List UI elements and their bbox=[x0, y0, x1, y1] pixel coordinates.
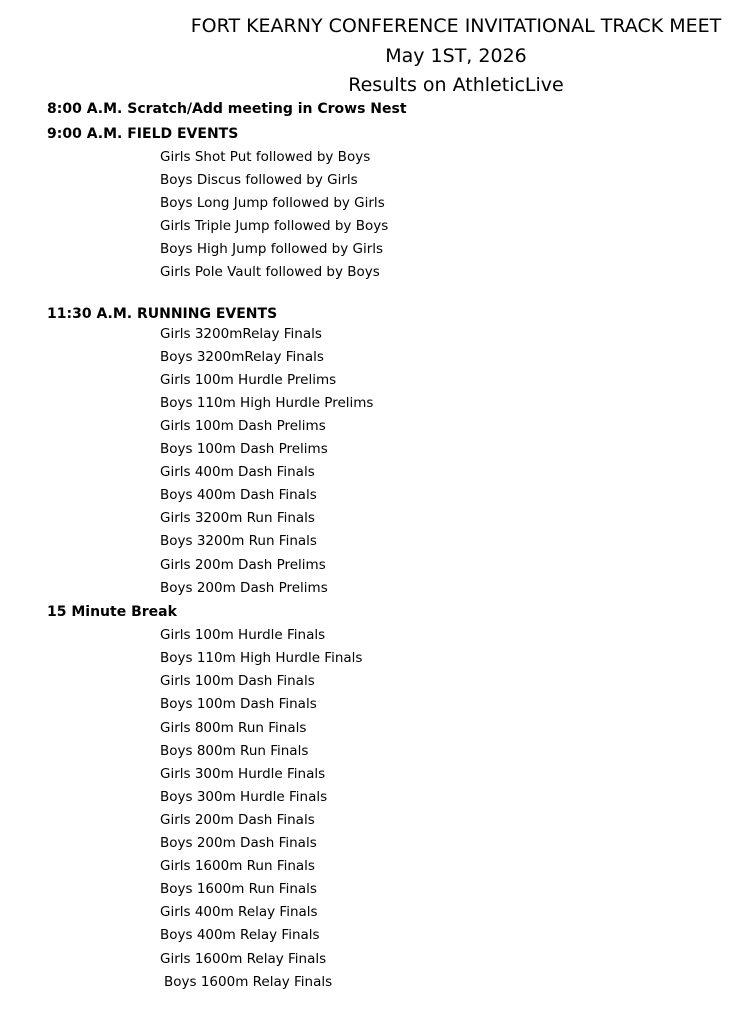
running-events-heading: 11:30 A.M. RUNNING EVENTS bbox=[47, 305, 278, 322]
list-item: Boys 3200m Run Finals bbox=[160, 533, 317, 550]
list-item: Boys 100m Dash Finals bbox=[160, 696, 317, 713]
scratch-meeting-heading: 8:00 A.M. Scratch/Add meeting in Crows Nest bbox=[47, 101, 407, 117]
list-item: Girls 300m Hurdle Finals bbox=[160, 765, 326, 782]
list-item: Girls 1600m Run Finals bbox=[160, 858, 315, 875]
field-events-list bbox=[47, 146, 727, 285]
list-item: Boys High Jump followed by Girls bbox=[160, 241, 384, 258]
list-item: Boys 1600m Relay Finals bbox=[164, 973, 333, 990]
field-events-heading: 9:00 A.M. FIELD EVENTS bbox=[47, 125, 239, 142]
list-item: Girls 100m Hurdle Prelims bbox=[160, 371, 337, 388]
list-item: Boys 3200mRelay Finals bbox=[160, 348, 324, 365]
break-heading: 15 Minute Break bbox=[47, 603, 177, 620]
list-item: Girls 400m Dash Finals bbox=[160, 464, 315, 481]
list-item: Boys 110m High Hurdle Finals bbox=[160, 650, 363, 667]
meet-schedule bbox=[47, 97, 727, 994]
list-item: Girls 800m Run Finals bbox=[160, 719, 307, 736]
list-item: Girls 200m Dash Prelims bbox=[160, 556, 326, 573]
list-item: Boys 200m Dash Finals bbox=[160, 835, 317, 852]
final-events-list bbox=[47, 624, 727, 994]
document-header bbox=[170, 12, 742, 101]
list-item: Boys 400m Dash Finals bbox=[160, 487, 317, 504]
list-item: Girls 3200mRelay Finals bbox=[160, 325, 322, 342]
list-item: Girls 1600m Relay Finals bbox=[160, 950, 327, 967]
results-note: Results on AthleticLive bbox=[348, 74, 564, 96]
list-item: Boys 200m Dash Prelims bbox=[160, 579, 328, 596]
list-item: Girls 200m Dash Finals bbox=[160, 811, 315, 828]
list-item: Girls 400m Relay Finals bbox=[160, 904, 318, 921]
list-item: Boys 400m Relay Finals bbox=[160, 927, 320, 944]
list-item: Boys Long Jump followed by Girls bbox=[160, 195, 385, 212]
list-item: Boys 110m High Hurdle Prelims bbox=[160, 394, 374, 411]
section-spacer bbox=[47, 285, 727, 305]
list-item: Girls Pole Vault followed by Boys bbox=[160, 264, 380, 281]
list-item: Boys 1600m Run Finals bbox=[160, 881, 317, 898]
meet-title: FORT KEARNY CONFERENCE INVITATIONAL TRACK MEET bbox=[190, 15, 722, 37]
list-item: Girls 100m Hurdle Finals bbox=[160, 627, 326, 644]
list-item: Girls 100m Dash Finals bbox=[160, 673, 315, 690]
list-item: Girls Shot Put followed by Boys bbox=[160, 149, 371, 165]
list-item: Boys 800m Run Finals bbox=[160, 742, 309, 759]
list-item: Boys Discus followed by Girls bbox=[160, 172, 358, 189]
list-item: Girls 100m Dash Prelims bbox=[160, 417, 326, 434]
meet-date: May 1ST, 2026 bbox=[385, 44, 527, 67]
list-item: Boys 100m Dash Prelims bbox=[160, 441, 328, 458]
list-item: Girls 3200m Run Finals bbox=[160, 510, 315, 527]
list-item: Boys 300m Hurdle Finals bbox=[160, 788, 328, 805]
list-item: Girls Triple Jump followed by Boys bbox=[160, 218, 389, 235]
running-events-list bbox=[47, 323, 727, 600]
